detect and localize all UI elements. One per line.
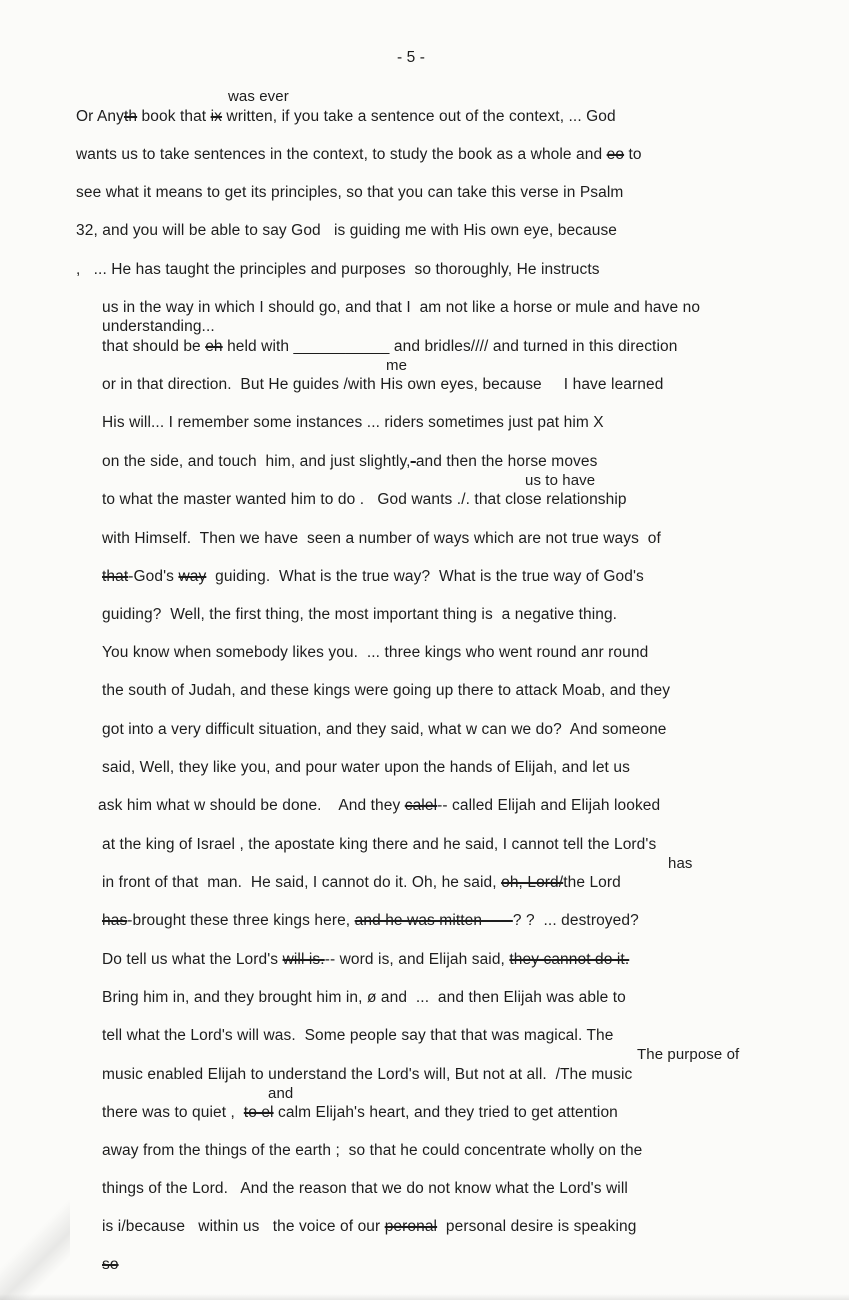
text-line: at the king of Israel , the apostate king there and he said, I cannot tell the Lord's xyxy=(102,836,657,853)
text-line: see what it means to get its principles, so that you can take this verse in Psalm xyxy=(76,184,624,201)
text-line: or in that direction. But He guides /with His own eyes, because I have learned xyxy=(102,376,664,393)
text-segment: personal desire is speaking xyxy=(437,1218,637,1235)
inserted-text: was ever xyxy=(228,88,289,105)
text-segment: the Lord xyxy=(563,874,621,891)
text-line xyxy=(102,568,644,586)
text-segment: that should be xyxy=(102,338,206,355)
struck-text: eh xyxy=(205,338,223,355)
text-segment: wants us to take sentences in the context, to study the book as a whole and xyxy=(76,146,607,163)
inserted-text: and xyxy=(268,1085,294,1102)
struck-text: way xyxy=(178,568,207,585)
text-line: the south of Judah, and these kings were going up there to attack Moab, and they xyxy=(102,682,671,699)
struck-text: to el xyxy=(243,1104,274,1121)
struck-text: that xyxy=(102,568,129,585)
struck-text: and he was mitten ----- xyxy=(354,912,513,929)
struck-text: they cannot do it. xyxy=(509,951,630,968)
text-segment: Or Any xyxy=(76,108,124,125)
struck-text: th xyxy=(123,108,138,125)
text-line xyxy=(98,797,660,815)
text-line: with Himself. Then we have seen a number of ways which are not true ways of xyxy=(102,530,661,547)
text-line: got into a very difficult situation, and they said, what w can we do? And someone xyxy=(102,721,667,738)
text-line: things of the Lord. And the reason that we do not know what the Lord's will xyxy=(102,1180,628,1197)
text-line xyxy=(76,146,642,164)
text-line: tell what the Lord's will was. Some people say that that was magical. The xyxy=(102,1027,614,1044)
text-segment: -God's xyxy=(128,568,179,585)
text-segment: held with ___________ and bridles//// and turned in this direction xyxy=(222,338,678,355)
text-line: You know when somebody likes you. ... three kings who went round anr round xyxy=(102,644,649,661)
text-line xyxy=(102,874,621,892)
struck-text: eo xyxy=(606,146,625,163)
struck-text: - xyxy=(410,453,416,470)
text-line xyxy=(102,1256,119,1274)
text-segment: -- word is, and Elijah said, xyxy=(324,951,510,968)
text-line: to what the master wanted him to do . God wants ./. that close relationship xyxy=(102,491,627,508)
text-line: us in the way in which I should go, and that I am not like a horse or mule and have no xyxy=(102,299,701,316)
text-segment: written, if you take a sentence out of the context, ... God xyxy=(222,108,616,125)
paper-fold-shadow xyxy=(0,1200,70,1300)
text-line: music enabled Elijah to understand the Lord's will, But not at all. /The music xyxy=(102,1066,633,1083)
text-segment: there was to quiet , xyxy=(102,1104,244,1121)
text-segment: guiding. What is the true way? What is the true way of God's xyxy=(206,568,644,585)
text-line xyxy=(102,951,629,969)
text-line: 32, and you will be able to say God is guiding me with His own eye, because xyxy=(76,222,618,239)
struck-text: will is. xyxy=(282,951,325,968)
text-segment: -brought these three kings here, xyxy=(127,912,355,929)
text-segment: calm Elijah's heart, and they tried to get attention xyxy=(273,1104,618,1121)
text-segment: book that xyxy=(137,108,211,125)
struck-text: peronal xyxy=(384,1218,438,1235)
text-line: , ... He has taught the principles and purposes so thoroughly, He instructs xyxy=(76,261,600,278)
text-line xyxy=(102,453,597,471)
inserted-text: us to have xyxy=(525,472,596,489)
struck-text: so xyxy=(102,1256,119,1273)
struck-text: oh, Lord/ xyxy=(501,874,564,891)
text-segment: on the side, and touch him, and just slightly, xyxy=(102,453,411,470)
text-line xyxy=(102,1104,618,1122)
struck-text: has xyxy=(102,912,128,929)
text-line: guiding? Well, the first thing, the most important thing is a negative thing. xyxy=(102,606,618,623)
struck-text: calel xyxy=(404,797,438,814)
text-segment: to xyxy=(624,146,642,163)
text-line xyxy=(102,912,639,930)
struck-text: ix xyxy=(210,108,223,125)
page-number: - 5 - xyxy=(397,49,426,66)
inserted-text: The purpose of xyxy=(637,1046,740,1063)
text-segment: in front of that man. He said, I cannot do it. Oh, he said, xyxy=(102,874,502,891)
paper-edge-shadow xyxy=(0,1294,849,1300)
text-line xyxy=(102,1218,636,1236)
text-segment: ask him what w should be done. And they xyxy=(98,797,405,814)
text-segment: is i/because within us the voice of our xyxy=(102,1218,385,1235)
text-line xyxy=(102,338,677,356)
text-line: away from the things of the earth ; so that he could concentrate wholly on the xyxy=(102,1142,643,1159)
text-segment: Do tell us what the Lord's xyxy=(102,951,283,968)
text-line xyxy=(76,108,616,126)
text-segment: -- called Elijah and Elijah looked xyxy=(437,797,661,814)
text-line: His will... I remember some instances ... riders sometimes just pat him X xyxy=(102,414,604,431)
text-line: said, Well, they like you, and pour water upon the hands of Elijah, and let us xyxy=(102,759,630,776)
text-line: Bring him in, and they brought him in, ø and ... and then Elijah was able to xyxy=(102,989,626,1006)
inserted-text: has xyxy=(668,855,693,872)
text-segment: and then the horse moves xyxy=(415,453,598,470)
inserted-text: me xyxy=(386,357,408,374)
text-segment: ? ? ... destroyed? xyxy=(512,912,639,929)
text-line: understanding... xyxy=(102,318,215,335)
